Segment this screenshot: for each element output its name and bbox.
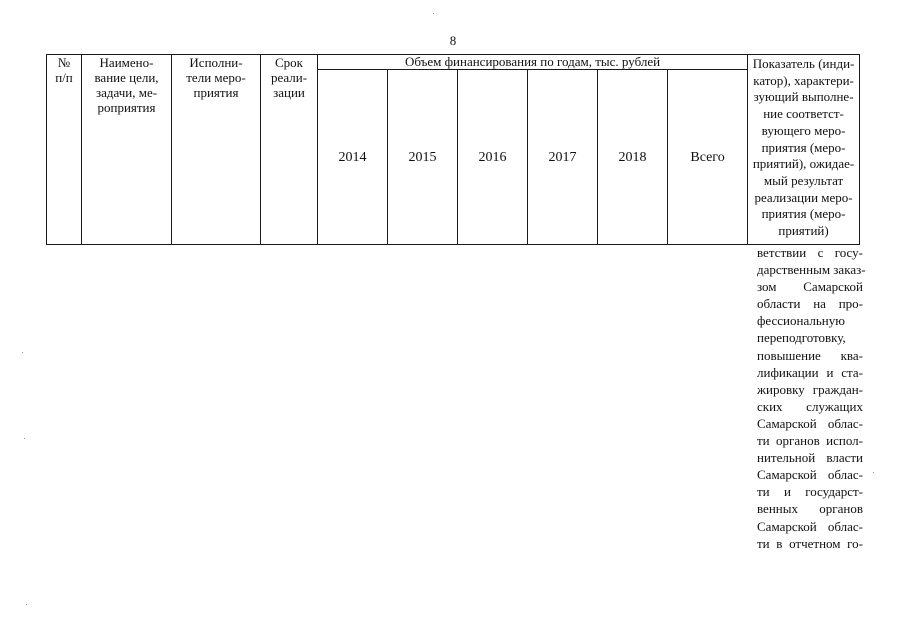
header-indicator-line: зующий выполне- bbox=[753, 89, 854, 105]
continuation-line: зом Самарской bbox=[757, 279, 863, 295]
continuation-line: венных органов bbox=[757, 501, 863, 517]
continuation-line: лификации и ста- bbox=[757, 364, 863, 380]
scan-speck bbox=[873, 472, 874, 473]
header-indicator-line: ние соответст- bbox=[763, 106, 844, 122]
header-indicator-line: реализации меро- bbox=[754, 189, 853, 205]
continuation-line: нительной власти bbox=[757, 450, 863, 466]
financing-table bbox=[46, 54, 860, 245]
continuation-line: фессиональную bbox=[757, 313, 845, 329]
header-name-line: роприятия bbox=[97, 100, 156, 115]
continuation-line: Самарской облас- bbox=[757, 518, 863, 534]
header-executor-line: приятия bbox=[193, 85, 239, 100]
header-executor-line: тели меро- bbox=[186, 70, 246, 85]
header-executor-line: Исполни- bbox=[189, 55, 243, 70]
header-year-2016: 2016 bbox=[458, 70, 528, 245]
header-term-line: реали- bbox=[270, 70, 308, 85]
continuation-line: области на про- bbox=[757, 296, 863, 312]
scan-speck bbox=[24, 438, 25, 439]
continuation-line: ветствии с госу- bbox=[757, 245, 863, 260]
header-name-line: Наимено- bbox=[99, 55, 154, 70]
header-cell-executor bbox=[172, 55, 261, 245]
header-name-line: задачи, ме- bbox=[95, 85, 158, 100]
continuation-line: ти в отчетном го- bbox=[757, 535, 863, 551]
header-indicator-line: Показатель (инди- bbox=[752, 56, 855, 71]
header-indicator-line: приятия (меро- bbox=[761, 139, 846, 155]
scan-speck bbox=[433, 13, 434, 14]
header-year-2018: 2018 bbox=[598, 70, 668, 245]
header-year-2014: 2014 bbox=[318, 70, 388, 245]
page-number: 8 bbox=[449, 33, 457, 48]
header-indicator-line: приятия (меро- bbox=[761, 206, 846, 222]
header-cell-financing: Объем финансирования по годам, тыс. рублей bbox=[318, 55, 748, 70]
header-cell-indicator bbox=[748, 55, 860, 245]
header-cell-name bbox=[82, 55, 172, 245]
continuation-line: ти и государст- bbox=[757, 484, 863, 500]
header-indicator-line: приятий) bbox=[778, 223, 829, 239]
header-indicator-line: мый результат bbox=[763, 172, 844, 188]
header-year-2015: 2015 bbox=[388, 70, 458, 245]
continuation-line: жировку граждан- bbox=[757, 381, 863, 397]
scan-speck bbox=[26, 604, 27, 605]
header-cell-num bbox=[47, 55, 82, 245]
continuation-line: переподготовку, bbox=[757, 330, 846, 346]
header-num-line: п/п bbox=[55, 70, 73, 85]
header-term-line: Срок bbox=[275, 55, 303, 70]
header-term-line: зации bbox=[273, 85, 305, 100]
continuation-line: повышение ква- bbox=[757, 347, 863, 363]
header-year-2017: 2017 bbox=[528, 70, 598, 245]
continuation-line: ских служащих bbox=[757, 398, 863, 414]
header-total: Всего bbox=[668, 70, 748, 245]
continuation-line: Самарской облас- bbox=[757, 415, 863, 431]
header-indicator-line: катор), характери- bbox=[753, 72, 854, 88]
header-indicator-line: вующего меро- bbox=[761, 122, 846, 138]
header-name-line: вание цели, bbox=[94, 70, 159, 85]
continuation-line: дарственным заказ- bbox=[757, 262, 866, 278]
header-cell-term bbox=[261, 55, 318, 245]
scan-speck bbox=[22, 352, 23, 353]
header-num-line: № bbox=[57, 55, 71, 70]
header-indicator-line: приятий), ожидае- bbox=[752, 156, 855, 172]
indicator-continuation-text bbox=[757, 244, 866, 552]
continuation-line: Самарской облас- bbox=[757, 467, 863, 483]
continuation-line: ти органов испол- bbox=[757, 433, 863, 449]
